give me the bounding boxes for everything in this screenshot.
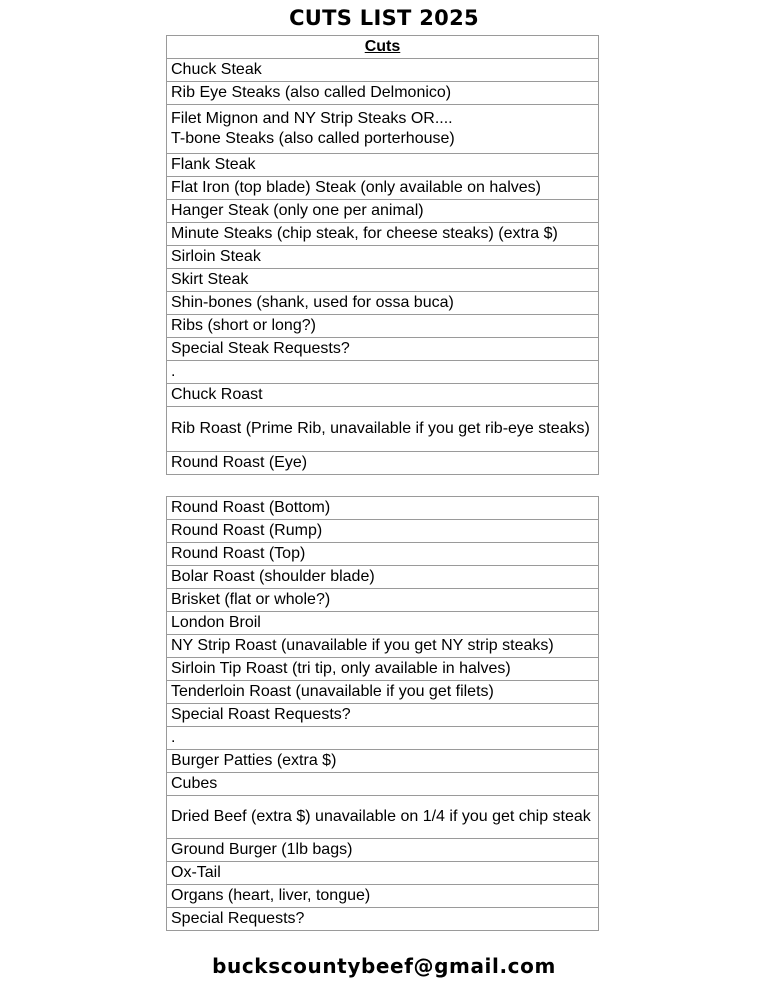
table-row <box>167 589 599 612</box>
table-cell: Special Roast Requests? <box>167 704 599 727</box>
table-cell: Chuck Steak <box>167 59 599 82</box>
table-cell: Rib Eye Steaks (also called Delmonico) <box>167 82 599 105</box>
table-row <box>167 566 599 589</box>
page-title: CUTS LIST 2025 <box>289 6 479 30</box>
table-row <box>167 338 599 361</box>
table-cell: Ribs (short or long?) <box>167 315 599 338</box>
table-cell: Filet Mignon and NY Strip Steaks OR.... T-bone Steaks (also called porterhouse) <box>167 105 599 154</box>
table-cell: Tenderloin Roast (unavailable if you get filets) <box>167 681 599 704</box>
table-row <box>167 796 599 839</box>
table-header-cuts: Cuts <box>167 36 599 59</box>
table-cell: NY Strip Roast (unavailable if you get NY strip steaks) <box>167 635 599 658</box>
table-row <box>167 384 599 407</box>
table-row <box>167 612 599 635</box>
table-cell: Sirloin Tip Roast (tri tip, only available in halves) <box>167 658 599 681</box>
table-cell: London Broil <box>167 612 599 635</box>
table-row <box>167 520 599 543</box>
table-cell: Round Roast (Rump) <box>167 520 599 543</box>
contact-email: buckscountybeef@gmail.com <box>212 954 556 978</box>
table-cell: Round Roast (Bottom) <box>167 497 599 520</box>
table-row <box>167 862 599 885</box>
table-header-row <box>167 36 599 59</box>
table-cell: . <box>167 361 599 384</box>
table-row <box>167 177 599 200</box>
table-cell: Cubes <box>167 773 599 796</box>
table-row <box>167 908 599 931</box>
table-cell: Brisket (flat or whole?) <box>167 589 599 612</box>
table-row <box>167 635 599 658</box>
table-row <box>167 246 599 269</box>
table-cell: Round Roast (Eye) <box>167 452 599 475</box>
table-row <box>167 704 599 727</box>
table-row <box>167 839 599 862</box>
table-cell: Hanger Steak (only one per animal) <box>167 200 599 223</box>
table-row <box>167 407 599 452</box>
table-row <box>167 452 599 475</box>
table-cell: Special Steak Requests? <box>167 338 599 361</box>
table-row <box>167 750 599 773</box>
table-cell: Sirloin Steak <box>167 246 599 269</box>
table-row <box>167 200 599 223</box>
table-cell: Rib Roast (Prime Rib, unavailable if you get rib-eye steaks) <box>167 407 599 452</box>
table-row <box>167 82 599 105</box>
table-row <box>167 315 599 338</box>
table-row <box>167 105 599 154</box>
table-row <box>167 59 599 82</box>
table-row <box>167 361 599 384</box>
table-cell: Special Requests? <box>167 908 599 931</box>
table-cell: Skirt Steak <box>167 269 599 292</box>
table-row <box>167 292 599 315</box>
table-row <box>167 543 599 566</box>
table-cell: Round Roast (Top) <box>167 543 599 566</box>
table-cell: Ground Burger (1lb bags) <box>167 839 599 862</box>
cuts-table-roasts <box>166 496 599 931</box>
table-row <box>167 223 599 246</box>
table-row <box>167 497 599 520</box>
table-cell: Dried Beef (extra $) unavailable on 1/4 if you get chip steak <box>167 796 599 839</box>
table-cell: Burger Patties (extra $) <box>167 750 599 773</box>
table-row <box>167 154 599 177</box>
table-cell: Ox-Tail <box>167 862 599 885</box>
table-cell: Organs (heart, liver, tongue) <box>167 885 599 908</box>
table-row <box>167 885 599 908</box>
table-cell: Flat Iron (top blade) Steak (only available on halves) <box>167 177 599 200</box>
table-row <box>167 727 599 750</box>
table-cell: Minute Steaks (chip steak, for cheese steaks) (extra $) <box>167 223 599 246</box>
cuts-table-steaks <box>166 35 599 475</box>
table-cell: Chuck Roast <box>167 384 599 407</box>
table-row <box>167 269 599 292</box>
table-row <box>167 773 599 796</box>
table-row <box>167 681 599 704</box>
table-cell: Bolar Roast (shoulder blade) <box>167 566 599 589</box>
table-cell: Flank Steak <box>167 154 599 177</box>
table-cell: . <box>167 727 599 750</box>
table-row <box>167 658 599 681</box>
table-cell: Shin-bones (shank, used for ossa buca) <box>167 292 599 315</box>
